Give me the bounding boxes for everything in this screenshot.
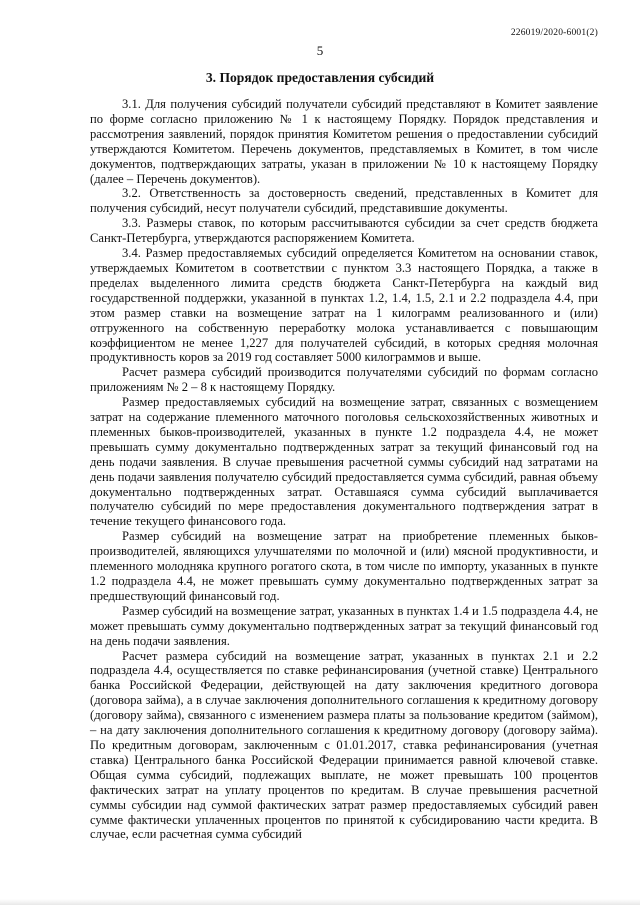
paragraph-breeding-stock-costs: Размер предоставляемых субсидий на возмещение затрат, связанных с возмещением затрат на содержание племенного маточного поголовья сельскохозяйственных животных и племенных быков-производителей, указанных в пункте 1.2 подраздела 4.4, не может превышать сумму документально подтвержденных затрат за текущий финансовый год на день подачи заявления. В случае превышения расчетной суммы субсидий над затратами на день подачи заявления получателю субсидий предоставляется сумма субсидий, равная объему документально подтвержденных затрат. Оставшаяся сумма субсидий выплачивается получателю субсидий по мере предоставления документального подтверждения затрат в течение текущего финансового года. [90, 395, 598, 529]
paragraph-calculation-forms: Расчет размера субсидий производится получателями субсидий по формам согласно приложениям № 2 – 8 к настоящему Порядку. [90, 365, 598, 395]
paragraph-3-1: 3.1. Для получения субсидий получатели субсидий представляют в Комитет заявление по форме согласно приложению № 1 к настоящему Порядку. Порядок представления и рассмотрения заявлений, порядок принятия Комитетом решения о предоставлении субсидий утверждаются Комитетом. Перечень документов, представляемых в Комитет, в том числе документов, подтверждающих затраты, указан в приложении № 10 к настоящему Порядку (далее – Перечень документов). [90, 97, 598, 186]
document-registration-number: 226019/2020-6001(2) [510, 28, 598, 38]
paragraph-credit-interest: Расчет размера субсидий на возмещение затрат, указанных в пунктах 2.1 и 2.2 подраздела 4.4, осуществляется по ставке рефинансирования (учетной ставке) Центрального банка Российской Федерации, действующей на дату заключения кредитного договора (договора займа), а в случае заключения дополнительного соглашения к кредитному договору (договору займа), связанного с изменением размера платы за пользование кредитом (займом), – на дату заключения дополнительного соглашения к кредитному договору (договору займа). По кредитным договорам, заключенным с 01.01.2017, ставка рефинансирования (учетная ставка) Центрального банка Российской Федерации принимается равной ключевой ставке. Общая сумма субсидий, подлежащих выплате, не может превышать 100 процентов фактических затрат на уплату процентов по кредитам. В случае превышения расчетной суммы субсидии над суммой фактических затрат размер предоставляемых субсидий равен сумме фактически уплаченных процентов по принятой к субсидированию части кредита. В случае, если расчетная сумма субсидий [90, 648, 598, 842]
paragraph-3-4: 3.4. Размер предоставляемых субсидий определяется Комитетом на основании ставок, утверждаемых Комитетом в соответствии с пунктом 3.3 настоящего Порядка, а также в пределах выделенного лимита средств бюджета Санкт-Петербурга на каждый вид государственной поддержки, указанной в пунктах 1.2, 1.4, 1.5, 2.1 и 2.2 подраздела 4.4, при этом размер ставки на возмещение затрат на 1 килограмм реализованного и (или) отгруженного на собственную переработку молока устанавливается с повышающим коэффициентом не менее 1,227 для получателей субсидий, в которых средняя молочная продуктивность коров за 2019 год составляет 5000 килограммов и выше. [90, 246, 598, 365]
page-bottom-edge [0, 899, 640, 905]
section-title: 3. Порядок предоставления субсидий [205, 70, 435, 85]
paragraph-breeding-bulls-purchase: Размер субсидий на возмещение затрат на приобретение племенных быков-производителей, являющихся улучшателями по молочной и (или) мясной продуктивности, и племенного молодняка крупного рогатого скота, в том числе по импорту, указанных в пункте 1.2 подраздела 4.4, не может превышать сумму документально подтвержденных затрат за предшествующий финансовый год. [90, 529, 598, 603]
page-number: 5 [316, 43, 324, 58]
paragraph-3-3: 3.3. Размеры ставок, по которым рассчитываются субсидии за счет средств бюджета Санкт-Петербурга, утверждаются распоряжением Комитета. [90, 216, 598, 246]
document-body [90, 97, 598, 842]
paragraph-items-1-4-1-5: Размер субсидий на возмещение затрат, указанных в пунктах 1.4 и 1.5 подраздела 4.4, не может превышать сумму документально подтвержденных затрат за текущий финансовый год на день подачи заявления. [90, 603, 598, 648]
paragraph-3-2: 3.2. Ответственность за достоверность сведений, представленных в Комитет для получения субсидий, несут получатели субсидий, представившие документы. [90, 186, 598, 216]
